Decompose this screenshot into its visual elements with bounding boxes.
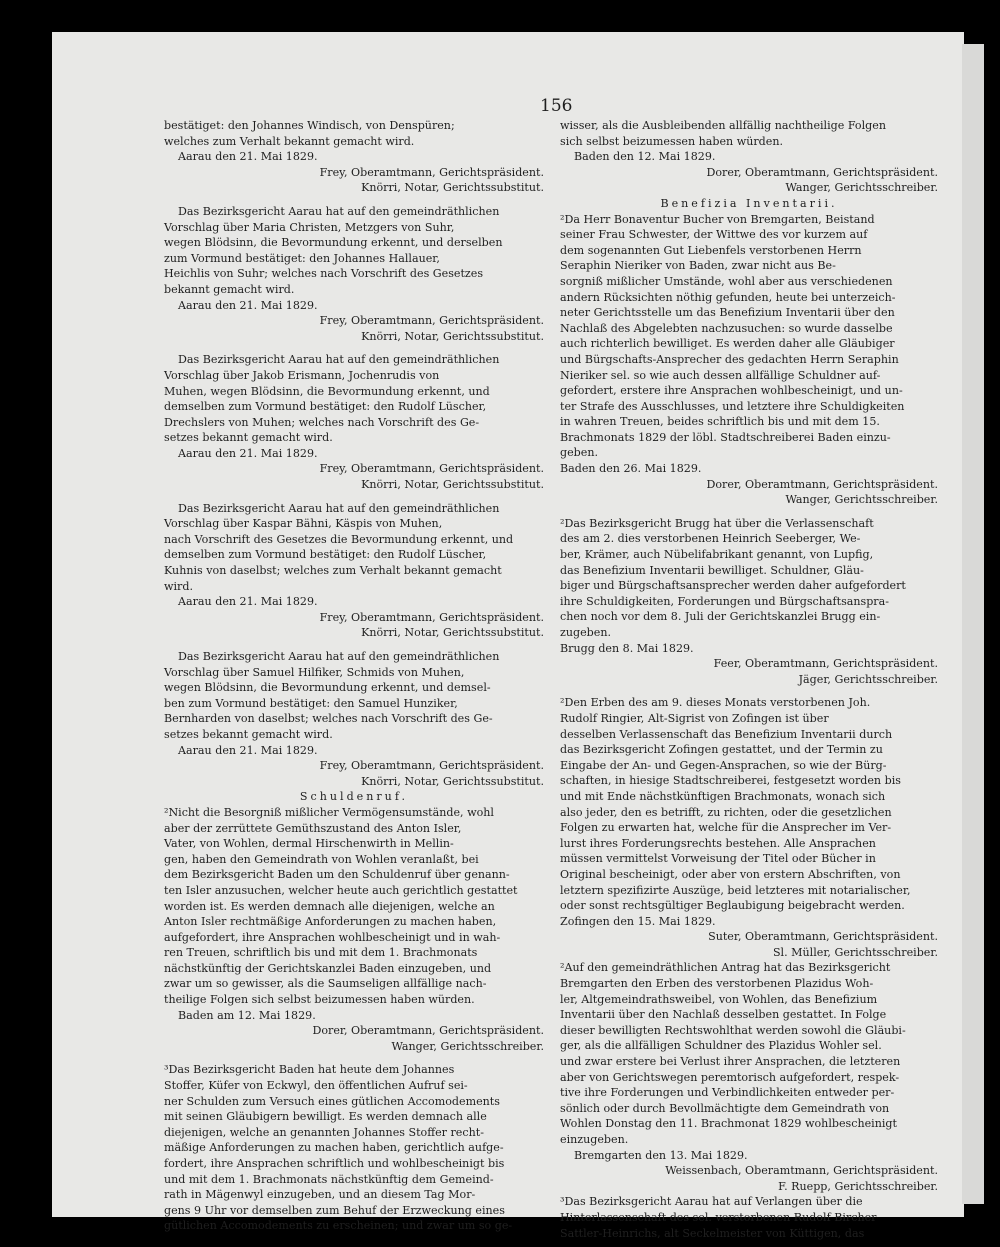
text-line: aber der zerrüttete Gemüthszustand des Anton Isler, xyxy=(164,821,462,835)
text-line: müssen vermittelst Vorweisung der Titel oder Bücher in xyxy=(560,852,876,866)
text-line: ²Den Erben des am 9. dieses Monats verstorbenen Joh. xyxy=(560,696,871,710)
signature: Knörri, Notar, Gerichtssubstitut. xyxy=(361,478,544,492)
signature: Dorer, Oberamtmann, Gerichtspräsident. xyxy=(312,1024,544,1038)
signature: Knörri, Notar, Gerichtssubstitut. xyxy=(361,774,544,788)
text-line: ihre Schuldigkeiten, Forderungen und Bürgschaftsanspra- xyxy=(560,594,889,608)
text-line: nach Vorschrift des Gesetzes die Bevormundung erkennt, und xyxy=(164,532,514,546)
text-line: setzes bekannt gemacht wird. xyxy=(164,727,333,741)
place-date: Baden den 12. Mai 1829. xyxy=(574,150,716,164)
place-date: Bremgarten den 13. Mai 1829. xyxy=(574,1148,748,1162)
text-line: wird. xyxy=(164,579,193,593)
text-line: mit seinen Gläubigern bewilligt. Es werden demnach alle xyxy=(164,1110,487,1124)
text-line: Vorschlag über Maria Christen, Metzgers von Suhr, xyxy=(164,220,455,234)
signature: Wanger, Gerichtsschreiber. xyxy=(391,1039,544,1053)
signature: Frey, Oberamtmann, Gerichtspräsident. xyxy=(319,165,544,179)
text-line: Das Bezirksgericht Aarau hat auf den gemeindräthlichen xyxy=(178,353,500,367)
text-line: ten Isler anzusuchen, welcher heute auch gerichtlich gestattet xyxy=(164,883,518,897)
text-line: Das Bezirksgericht Aarau hat auf den gemeindräthlichen xyxy=(178,204,500,218)
text-line: und mit dem 1. Brachmonats nächstkünftig dem Gemeind- xyxy=(164,1172,494,1186)
text-line: worden ist. Es werden demnach alle diejenigen, welche an xyxy=(164,899,495,913)
text-line: Original bescheinigt, oder aber von erstern Abschriften, von xyxy=(560,867,901,881)
text-line: Seraphin Nieriker von Baden, zwar nicht aus Be- xyxy=(560,259,836,273)
text-line: Sattler-Heinrichs, alt Seckelmeister von Küttigen, das xyxy=(560,1226,865,1240)
text-line: bekannt gemacht wird. xyxy=(164,282,295,296)
text-line: ²Da Herr Bonaventur Bucher von Bremgarten, Beistand xyxy=(560,212,875,226)
text-line: dem sogenannten Gut Liebenfels verstorbenen Herrn xyxy=(560,243,862,257)
text-line: Inventarii über den Nachlaß desselben gestattet. In Folge xyxy=(560,1008,887,1022)
signature: Jäger, Gerichtsschreiber. xyxy=(798,672,938,686)
text-line: fordert, ihre Ansprachen schriftlich und wohlbescheinigt bis xyxy=(164,1157,505,1170)
text-line: bestätiget: den Johannes Windisch, von Denspüren; xyxy=(164,119,455,132)
place-date: Aarau den 21. Mai 1829. xyxy=(178,595,318,609)
text-line: ²Auf den gemeindräthlichen Antrag hat das Bezirksgericht xyxy=(560,961,891,975)
text-line: ter Strafe des Ausschlusses, und letztere ihre Schuldigkeiten xyxy=(560,399,905,413)
text-line: theilige Folgen sich selbst beizumessen haben würden. xyxy=(164,993,475,1007)
text-line: auch richterlich bewilliget. Es werden daher alle Gläubiger xyxy=(560,337,895,351)
section-heading: Schuldenruf. xyxy=(299,790,409,804)
text-line: Anton Isler rechtmäßige Anforderungen zu machen haben, xyxy=(164,915,497,929)
text-line: ler, Altgemeindrathsweibel, von Wohlen, das Benefizium xyxy=(560,992,878,1006)
text-line: Eingabe der An- und Gegen-Ansprachen, so wie der Bürg- xyxy=(560,758,887,772)
signature: Weissenbach, Oberamtmann, Gerichtspräsident. xyxy=(665,1164,938,1178)
text-line: ³Das Bezirksgericht Baden hat heute dem Johannes xyxy=(164,1063,455,1077)
text-line: dem Bezirksgericht Baden um den Schuldenruf über genann- xyxy=(164,868,510,882)
text-line: aber von Gerichtswegen peremtorisch aufgefordert, respek- xyxy=(560,1070,900,1084)
text-line: sorgniß mißlicher Umstände, wohl aber aus verschiedenen xyxy=(560,274,893,288)
signature: Knörri, Notar, Gerichtssubstitut. xyxy=(361,181,544,195)
signature: Dorer, Oberamtmann, Gerichtspräsident. xyxy=(706,165,938,179)
place-date: Aarau den 21. Mai 1829. xyxy=(178,150,318,164)
signature: Wanger, Gerichtsschreiber. xyxy=(785,493,938,507)
section-heading: Benefizia Inventarii. xyxy=(660,196,838,210)
text-line: schaften, in hiesige Stadtschreiberei, festgesetzt worden bis xyxy=(560,774,901,788)
text-line: wegen Blödsinn, die Bevormundung erkennt, und derselben xyxy=(164,236,503,250)
signature: Frey, Oberamtmann, Gerichtspräsident. xyxy=(319,610,544,624)
signature: Knörri, Notar, Gerichtssubstitut. xyxy=(361,626,544,640)
signature: Frey, Oberamtmann, Gerichtspräsident. xyxy=(319,759,544,773)
text-line: ner Schulden zum Versuch eines gütlichen Accomodements xyxy=(164,1094,500,1108)
text-line: Nieriker sel. so wie auch dessen allfällige Schuldner auf- xyxy=(560,368,881,382)
text-line: und mit Ende nächstkünftigen Brachmonats, wonach sich xyxy=(560,789,886,803)
left-column xyxy=(164,118,544,1234)
text-line: Das Bezirksgericht Aarau hat auf den gemeindräthlichen xyxy=(178,650,500,663)
text-line: wegen Blödsinn, die Bevormundung erkennt, und demsel- xyxy=(164,681,491,695)
text-line: Folgen zu erwarten hat, welche für die Ansprecher im Ver- xyxy=(560,821,892,835)
text-line: welches zum Verhalt bekannt gemacht wird. xyxy=(164,134,415,148)
text-line: Das Bezirksgericht Aarau hat auf den gemeindräthlichen xyxy=(178,501,500,515)
text-line: lurst ihres Forderungsrechts bestehen. Alle Ansprachen xyxy=(560,836,876,850)
text-line: ²Nicht die Besorgniß mißlicher Vermögensumstände, wohl xyxy=(164,805,494,819)
text-line: einzugeben. xyxy=(560,1133,629,1146)
page-edge xyxy=(962,44,984,1204)
text-line: Nachlaß des Abgelebten nachzusuchen: so wurde dasselbe xyxy=(560,321,893,335)
place-date: Aarau den 21. Mai 1829. xyxy=(178,298,318,312)
text-line: mäßige Anforderungen zu machen haben, gerichtlich aufge- xyxy=(164,1141,504,1155)
place-date: Aarau den 21. Mai 1829. xyxy=(178,743,318,757)
place-date: Baden den 26. Mai 1829. xyxy=(560,462,702,476)
text-line: wisser, als die Ausbleibenden allfällig nachtheilige Folgen xyxy=(560,119,886,132)
place-date: Zofingen den 15. Mai 1829. xyxy=(560,914,716,928)
text-line: seiner Frau Schwester, der Wittwe des vor kurzem auf xyxy=(560,228,868,242)
text-line: biger und Bürgschaftsansprecher werden daher aufgefordert xyxy=(560,579,906,593)
page-number: 156 xyxy=(540,96,573,116)
text-line: tive ihre Forderungen und Verbindlichkeiten entweder per- xyxy=(560,1086,895,1100)
text-line: gefordert, erstere ihre Ansprachen wohlbescheinigt, und un- xyxy=(560,384,903,398)
text-line: Hinterlassenschaft des sel. verstorbenen Rudolf Bircher xyxy=(560,1210,877,1224)
text-line: demselben zum Vormund bestätiget: den Rudolf Lüscher, xyxy=(164,548,487,562)
text-line: das Benefizium Inventarii bewilliget. Schuldner, Gläu- xyxy=(560,563,864,577)
text-line: neter Gerichtsstelle um das Benefizium Inventarii über den xyxy=(560,306,895,320)
text-line: andern Rücksichten nöthig gefunden, heute bei unterzeich- xyxy=(560,290,896,304)
text-line: zugeben. xyxy=(560,626,611,639)
text-line: Muhen, wegen Blödsinn, die Bevormundung erkennt, und xyxy=(164,384,490,398)
text-line: Brachmonats 1829 der löbl. Stadtschreiberei Baden einzu- xyxy=(560,430,891,444)
signature: F. Ruepp, Gerichtsschreiber. xyxy=(778,1179,938,1193)
right-column xyxy=(560,118,938,1241)
signature: Frey, Oberamtmann, Gerichtspräsident. xyxy=(319,462,544,476)
text-line: Rudolf Ringier, Alt-Sigrist von Zofingen ist über xyxy=(560,711,829,725)
text-line: oder sonst rechtsgültiger Beglaubigung beigebracht werden. xyxy=(560,899,905,913)
signature: Knörri, Notar, Gerichtssubstitut. xyxy=(361,329,544,343)
text-line: Vater, von Wohlen, dermal Hirschenwirth in Mellin- xyxy=(164,837,454,851)
text-line: Bremgarten den Erben des verstorbenen Plazidus Woh- xyxy=(560,977,874,991)
text-line: Drechslers von Muhen; welches nach Vorschrift des Ge- xyxy=(164,415,480,429)
text-line: Wohlen Donstag den 11. Brachmonat 1829 wohlbescheinigt xyxy=(560,1117,897,1131)
text-line: sich selbst beizumessen haben würden. xyxy=(560,134,784,148)
signature: Wanger, Gerichtsschreiber. xyxy=(785,181,938,195)
text-line: also jeder, den es betrifft, zu richten, oder die gesetzlichen xyxy=(560,805,892,819)
text-line: und Bürgschafts-Ansprecher des gedachten Herrn Seraphin xyxy=(560,352,899,366)
signature: Dorer, Oberamtmann, Gerichtspräsident. xyxy=(706,477,938,491)
text-line: Vorschlag über Jakob Erismann, Jochenrudis von xyxy=(164,368,440,382)
text-line: Vorschlag über Kaspar Bähni, Käspis von Muhen, xyxy=(164,517,443,531)
signature: Sl. Müller, Gerichtsschreiber. xyxy=(772,945,938,959)
text-line: Kuhnis von daselbst; welches zum Verhalt bekannt gemacht xyxy=(164,564,502,578)
place-date: Aarau den 21. Mai 1829. xyxy=(178,446,318,460)
text-line: dieser bewilligten Rechtswohlthat werden sowohl die Gläubi- xyxy=(560,1023,906,1037)
text-line: zwar um so gewisser, als die Saumseligen allfällige nach- xyxy=(164,977,487,991)
text-line: ³Das Bezirksgericht Aarau hat auf Verlangen über die xyxy=(560,1195,863,1209)
text-line: ²Das Bezirksgericht Brugg hat über die Verlassenschaft xyxy=(560,516,874,530)
text-line: aufgefordert, ihre Ansprachen wohlbescheinigt und in wah- xyxy=(164,930,501,944)
text-line: ber, Krämer, auch Nübelifabrikant genannt, von Lupfig, xyxy=(560,548,874,562)
text-line: setzes bekannt gemacht wird. xyxy=(164,431,333,445)
text-line: geben. xyxy=(560,446,599,460)
text-line: diejenigen, welche an genannten Johannes Stoffer recht- xyxy=(164,1125,484,1139)
text-line: desselben Verlassenschaft das Benefizium Inventarii durch xyxy=(560,727,893,741)
text-line: ren Treuen, schriftlich bis und mit dem 1. Brachmonats xyxy=(164,946,478,960)
text-line: Heichlis von Suhr; welches nach Vorschrift des Gesetzes xyxy=(164,267,484,281)
place-date: Brugg den 8. Mai 1829. xyxy=(560,641,694,655)
text-line: chen noch vor dem 8. Juli der Gerichtskanzlei Brugg ein- xyxy=(560,610,881,624)
text-line: und zwar erstere bei Verlust ihrer Ansprachen, die letzteren xyxy=(560,1055,901,1069)
text-line: demselben zum Vormund bestätiget: den Rudolf Lüscher, xyxy=(164,400,487,414)
text-line: zum Vormund bestätiget: den Johannes Hallauer, xyxy=(164,251,440,265)
text-line: ben zum Vormund bestätiget: den Samuel Hunziker, xyxy=(164,696,458,710)
text-line: Vorschlag über Samuel Hilfiker, Schmids von Muhen, xyxy=(164,665,465,679)
text-line: das Bezirksgericht Zofingen gestattet, und der Termin zu xyxy=(560,743,883,757)
signature: Frey, Oberamtmann, Gerichtspräsident. xyxy=(319,314,544,328)
text-line: gens 9 Uhr vor demselben zum Behuf der Erzweckung eines xyxy=(164,1203,505,1217)
place-date: Baden am 12. Mai 1829. xyxy=(178,1008,316,1022)
text-line: letztern spezifizirte Auszüge, beid letzteres mit notarialischer, xyxy=(560,883,911,897)
signature: Feer, Oberamtmann, Gerichtspräsident. xyxy=(713,657,938,671)
text-line: Bernharden von daselbst; welches nach Vorschrift des Ge- xyxy=(164,712,493,726)
text-line: rath in Mägenwyl einzugeben, und an diesem Tag Mor- xyxy=(164,1188,476,1202)
text-line: gen, haben den Gemeindrath von Wohlen veranlaßt, bei xyxy=(164,852,479,866)
text-line: in wahren Treuen, beides schriftlich bis und mit dem 15. xyxy=(560,415,880,429)
text-line: gütlichen Accomodements zu erscheinen; und zwar um so ge- xyxy=(164,1219,513,1233)
text-line: des am 2. dies verstorbenen Heinrich Seeberger, We- xyxy=(560,532,861,546)
text-line: nächstkünftig der Gerichtskanzlei Baden einzugeben, und xyxy=(164,961,492,975)
text-line: sönlich oder durch Bevollmächtigte dem Gemeindrath von xyxy=(560,1101,890,1115)
signature: Suter, Oberamtmann, Gerichtspräsident. xyxy=(708,930,938,944)
text-line: ger, als die allfälligen Schuldner des Plazidus Wohler sel. xyxy=(560,1039,882,1053)
text-line: Stoffer, Küfer von Eckwyl, den öffentlichen Aufruf sei- xyxy=(164,1079,468,1093)
